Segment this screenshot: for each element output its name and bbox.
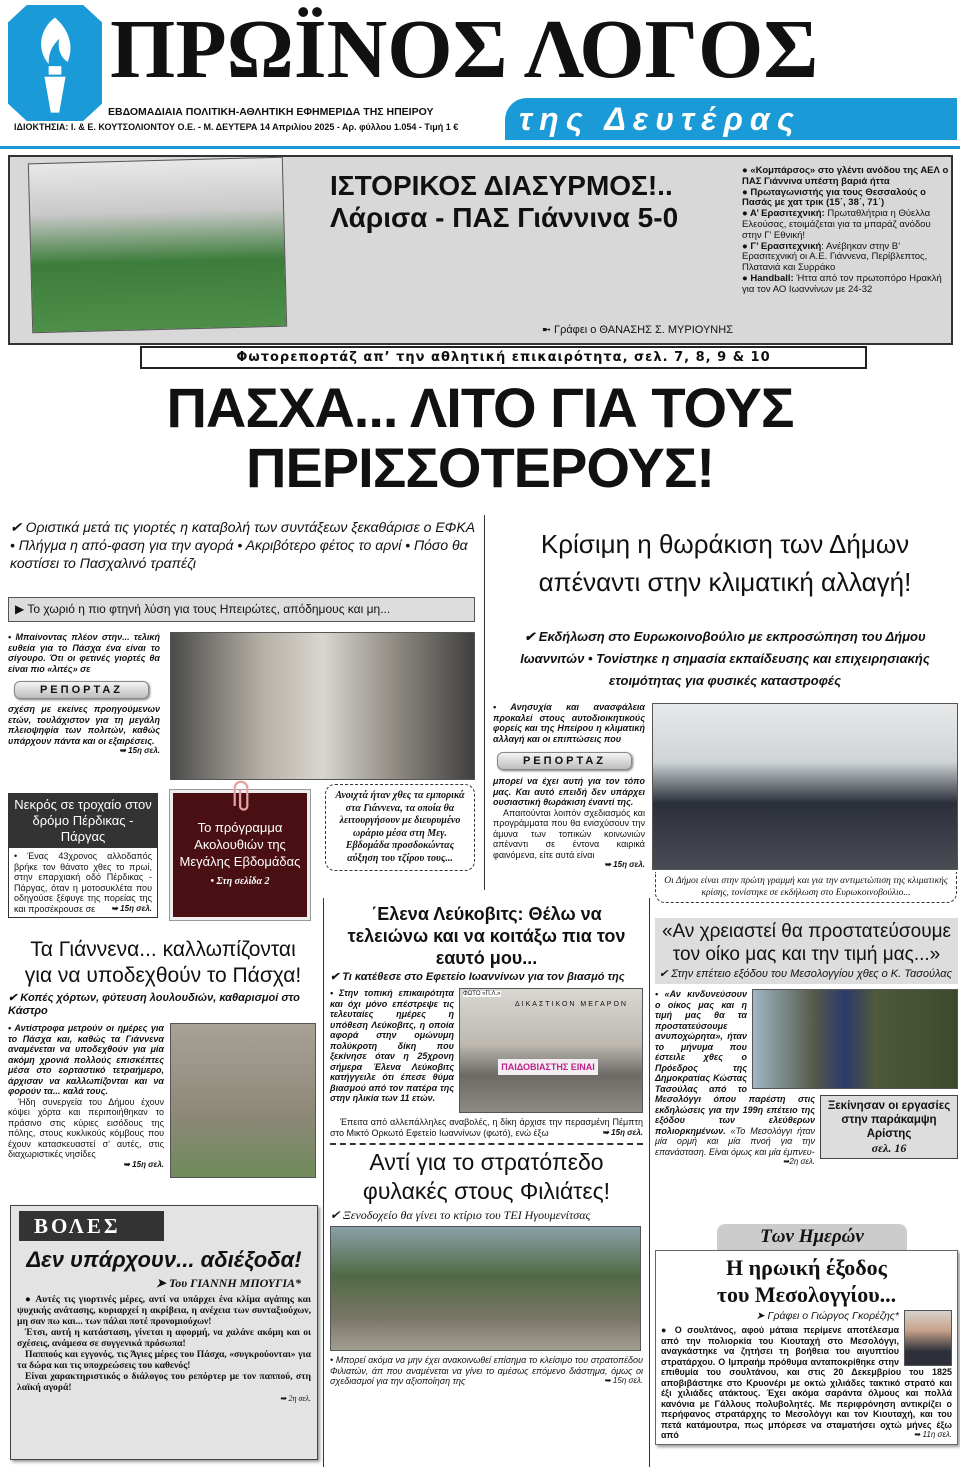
sports-bullets [742,166,950,296]
ioannina-title-2: για να υποδεχθούν το Πάσχα! [24,964,302,987]
tasoulas-body: «Το Μεσολόγγι ήταν μία ορμή και μία πνοή για την επανάσταση. Είναι όμως και μία έμπνευ- [655,1125,815,1157]
masthead-subtitle: ΕΒΔΟΜΑΔΙΑΙΑ ΠΟΛΙΤΙΚΗ-ΑΘΛΗΤΙΚΗ ΕΦΗΜΕΡΙΔΑ ΤΗΣ ΗΠΕΙΡΟΥ [108,106,434,118]
crash-box [8,793,158,918]
climate-lead: • Ανησυχία και ανασφάλεια προκαλεί στους αυτοδιοικητικούς φορείς και της Ηπείρου η κλιματική αλλαγή και οι επιπτώσεις που [493,702,645,744]
military-camp-photo [330,1226,641,1351]
voles-box [10,1205,318,1460]
climate-body: μπορεί να έχει αυτή για τον τόπο μας. Και αυτό επειδή δεν υπάρχει ουσιαστική θωράκιση έναντί της. Απαιτούνται λοιπόν σχεδιασμός και προγράμματα που θα ενισχύσουν την άμυνα των τοπικών κοινωνιών απέναντι σε έντονα καιρικά φαινόμενα, είτε αυτά είναι ➥ 15η σελ. [493,776,645,869]
photo-credit: ΦΩΤΟ «Π.Λ.» [463,991,501,997]
crash-title: Νεκρός σε τροχαίο στον δρόμο Πέρδικας - Πάργας [9,794,157,848]
sports-bullet: ● Α’ Ερασιτεχνική: Πρωταθλήτρια η Θύελλα Ελεούσας, ετοιμάζεται για τα μπαράζ ανόδου στην Γ’ Εθνική! [742,208,931,241]
column-divider [484,515,485,890]
paperclip-icon [228,779,254,815]
continue-link[interactable]: ➥ 15η σελ. [604,860,645,869]
edition-banner: της Δευτέρας [505,98,957,140]
lefkovits-body: Έπειτα από αλλεπάλληλες αναβολές, η δίκη άρχισε την περασμένη Πέμπτη στο Μικτό Ορκωτό Εφετείο Ιωαννίνων (φωτό), ενώ έξω ➥ 15η σελ. [330,1117,643,1138]
continue-link[interactable]: ➥ 2η σελ. [279,1394,311,1403]
continue-link[interactable]: ➥ 15η σελ. [119,746,160,755]
football-photo [28,157,287,334]
filiates-title-1: Αντί για το στρατόπεδο [369,1149,604,1175]
filiates-subhead: ✔ Ξενοδοχείο θα γίνει το κτίριο του ΤΕΙ Ηγουμενίτσας [330,1208,591,1222]
tasoulas-title-1: «Αν χρειαστεί θα προστατεύσουμε [661,921,952,942]
services-box[interactable] [170,790,310,920]
easter-subhead-1: ✔ Οριστικά μετά τις γιορτές η καταβολή των συντάξεων ξεκαθάρισε ο ΕΦΚΑ • Πλήγμα η από- [10,519,475,553]
easter-lead: • Μπαίνοντας πλέον στην... τελική ευθεία για το Πάσχα ένα είναι το σίγουρο. Ότι οι φετινές γιορτές θα είναι πιο «λιτές» σε [8,632,160,674]
column-title-2: του Μεσολογγίου... [716,1282,897,1307]
tasoulas-lead: • «Αν κινδυνεύσουν ο οίκος μας και η τιμή μας θα τα προστατεύσουμε ανυποχώρητα», ήταν το μήνυμα που έστειλε χθες ο Πρόεδρος της Δημοκρατίας Κώστας Τασούλας από το Μεσολόγγι όπου παρέστη στις εκδηλώσεις για την 199η επέτειο της εξόδου των ελεύθερων πολιορκημένων. [655,989,815,1136]
lefkovits-title-1: ΄Ελενα Λεύκοβιτς: Θέλω να τελειώνω [347,904,602,946]
climate-title-1: Κρίσιμη η θωράκιση των Δήμων [540,529,910,559]
ioannina-text: • Αντίστροφα μετρούν οι ημέρες για το Πάσχα και, καθώς τα Γιάννενα αναμένεται να υποδεχθούν για μία ακόμη χρονιά πολλούς επισκέπτες μέσα στο εορταστικό τετραήμερο, άρχισαν να καλλωπίζονται και να φορούν τα... καλά τους. Ήδη συνεργεία του Δήμου έχουν κόψει χόρτα και περιποιήθηκαν το πράσινο στις κύριες εισόδους της πόλης, στους κυκλικούς κόμβους που έχουν κατασκευαστεί σ’ αυτές, στις διαχωριστικές νησίδες ➥ 15η σελ. [8,1023,164,1169]
easter-subhead-2: φαση για την αγορά • Ακριβότερο φέτος το αρνί • Πόσο θα κοστίσει το Πασχαλινό τραπέζι [10,537,468,571]
easter-bar[interactable]: ▶ Το χωριό η πιο φτηνή λύση για τους Ηπειρώτες, απόδημους και μη... [8,597,475,622]
masthead-rule [0,146,960,149]
masthead-info: ΙΔΙΟΚΤΗΣΙΑ: Ι. & Ε. ΚΟΥΤΣΟΛΙΟΝΤΟΥ Ο.Ε. - Μ. ΔΕΥΤΕΡΑ 14 Απριλίου 2025 - Αρ. φύλλου 1.054 - Τιμή 1 € [14,122,459,132]
ariste-ref: σελ. 16 [871,1141,907,1155]
column-title-1: Η ηρωική έξοδος [726,1255,887,1280]
main-headline: ΠΑΣΧΑ... ΛΙΤΟ ΓΙΑ ΤΟΥΣ ΠΕΡΙΣΣΟΤΕΡΟΥΣ! [166,376,794,499]
masthead-title: ΠΡΩΪΝΟΣ ΛΟΓΟΣ [110,3,819,96]
column-article [655,1224,958,1445]
voles-body: ● Αυτές τις γιορτινές μέρες, αντί να υπάρχει ένα κλίμα αγάπης και ψυχικής ανάτασης, κυριαρχεί η ακρίβεια, η ανέχεια των συνταξιούχων, μη σαν πω και... των πάλαι ποτέ προνομιούχων! Έτσι, αυτή η κατάσταση, γίνεται η αφορμή, να χαλάνε ακόμη και οι σχέσεις, ανάμεσα σε συγγενικά πρόσωπα! Παππούς και εγγονός, τις Άγιες μέρες του Πάσχα, «συγκρούονται» για τα δώρα και τις υποχρεώσεις του καθενός! Είναι χαρακτηριστικός ο διάλογος του ρεπόρτερ με τον παππού, στη λαϊκή αγορά! ➥ 2η σελ. [17,1294,311,1403]
tasoulas-subhead: ✔ Στην επέτειο εξόδου του Μεσολογγίου χθες ο Κ. Τασούλας [659,968,952,980]
sports-headline-2: Λάρισα - ΠΑΣ Γιάννινα 5-0 [330,202,679,233]
continue-link[interactable]: ➥ 15η σελ. [604,1376,643,1385]
climate-title-2: απέναντι στην κλιματική αλλαγή! [538,567,912,597]
castle-wall-photo [170,1023,316,1178]
europarliament-caption: Οι Δήμοι είναι στην πρώτη γραμμή και για την αντιμετώπιση της κλιματικής κρίσης, τονίστηκε σε εκδήλωση στο Ευρωκοινοβούλιο... [655,872,957,903]
continue-link[interactable]: ➥ 11η σελ. [913,1430,952,1439]
author-photo [904,1310,952,1366]
tasoulas-title-2: τον οίκο μας και την τιμή μας...» [672,944,941,965]
tasoulas-text [655,989,958,1166]
torch-icon [8,5,102,121]
sports-bullet: ● Πρωταγωνιστής για τους Θεσσαλούς ο Πασάς με χατ τρικ (15΄, 38΄, 71΄) [742,186,926,209]
continue-link[interactable]: ➥2η σελ. [782,1157,815,1166]
ioannina-title-1: Τα Γιάννενα... καλλωπίζονται [30,938,296,961]
crash-body: • Ένας 43χρονος αλλοδαπός βρήκε τον θάνατο χθες το πρωί, στην επαρχιακή οδό Πέρδικας - Πάργας, όταν η μοτοσυκλέτα που οδηγούσε ξέφυγε της πορείας της και προσέκρουσε σε ➥ 15η σελ. [14,851,152,914]
column-tab: Των Ημερών [717,1224,907,1250]
courthouse-sign: ΔΙΚΑΣΤΙΚΟΝ ΜΕΓΑΡΟΝ [515,1001,628,1008]
easter-subheads [10,518,480,572]
lefkovits-lead: • Στην τοπική επικαιρότητα και όχι μόνο επέστρεψε τις τελευταίες ημέρες η υπόθεση Λεύκοβιτς, η οποία αφορά στην ομώνυμη πολύκροτη δίκη που ξεκίνησε όταν η 25χρονη σήμερα Έλενα Λεύκοβιτς κατήγγειλε ότι έπεσε θύμα βιασμού από τον πατέρα της στην ηλικία των 11 ετών. [330,988,454,1103]
tasoulas-headline-box [655,918,958,984]
logo [8,5,102,121]
lefkovits-subhead: ✔ Τι κατέθεσε στο Εφετείο Ιωαννίνων για τον βιασμό της [330,971,625,983]
lefkovits-titles [330,903,643,969]
column-box [655,1250,958,1445]
column-body: ➤ Γράφει ο Γιώργος Γκορέζης* ● Ο σουλτάνος, αφού μάταια περίμενε αποτέλεσμα από την πολιορκία του Κιουταχή στο Μεσολόγγι, αναγκάστηκε να ζητήσει τη βοήθεια του αιγυπτίου στρατάρχου. Ο Ιμπραήμ πρόθυμα ανταποκρίθηκε στην επιθυμία του σουλτάνου, και στις 20 Δεκεμβρίου του 1825 αποβιβάστηκε στο Κρυονέρι με οκτώ χιλιάδες τακτικό στρατό και έξι χιλιάδες ατάκτους. Έχει ακόμα σαράντα όλμους και πολλά κανόνια με Γάλλους πολυβολητές. Με περιφρόνηση αντικρίζει ο περήφανος στρατάρχης το Μεσολόγγι και τον Κιουταχή, και του πετά κατάμουτρα, πως μπόρεσε να σταματήσει οχτώ μήνες έξω από ➥ 11η σελ. [661,1310,952,1440]
lefkovits-title-2: και να κοιτάξω πια τον εαυτό μου... [433,926,626,968]
tasoulas-article [655,918,958,1168]
climate-bullets: ✔ Εκδήλωση στο Ευρωκοινοβούλιο με εκπροσώπηση του Δήμου Ιωαννιτών • Τονίστηκε η σημασία εκπαίδευσης και επιχειρησιακής ετοιμότητας για φυσικές καταστροφές [520,629,930,688]
protest-banner: ΠΑΙΔΟΒΙΑΣΤΗΣ ΕΙΝΑΙ [498,1059,598,1075]
climate-titles [490,525,960,601]
climate-tag: ΡΕΠΟΡΤΑΖ [497,752,632,770]
sports-bullet: ● Γ’ Ερασιτεχνική: Ανέβηκαν στην Β’ Ερασιτεχνική οι Α.Ε. Γιάννενα, Περίβλεπτος, Πλατανιά και Συρράκο [742,240,928,274]
dashed-divider [330,1143,643,1145]
ioannina-subhead: ✔ Κοπές χόρτων, φύτευση λουλουδιών, καθαρισμοί στο Κάστρο [8,992,300,1017]
europarliament-photo [652,703,958,870]
filiates-body: • Μπορεί ακόμα να μην έχει ανακοινωθεί επίσημα το κλείσιμο του στρατοπέδου Φιλιατών, άπ που αναμένεται να γίνει το αμέσως επόμενο διάστημα, όμως οι σχεδιασμοί για την αξιοποίηση της ➥ 15η σελ. [330,1355,643,1386]
continue-link[interactable]: ➥ 15η σελ. [111,903,152,913]
easter-bar-text: Το χωριό η πιο φτηνή λύση για τους Ηπειρώτες, απόδημους και μη... [27,602,391,616]
ariste-box[interactable] [820,1095,958,1159]
courthouse-photo [459,988,643,1113]
ariste-title-1: Ξεκίνησαν οι εργασίες [827,1100,951,1112]
voles-title: Δεν υπάρχουν... αδιέξοδα! [26,1247,302,1272]
voles-label: ΒΟΛΕΣ [19,1211,164,1241]
sports-byline: ➼ Γράφει ο ΘΑΝΑΣΗΣ Σ. ΜΥΡΙΟΥΝΗΣ [541,324,733,336]
street-caption: Ανοιχτά ήταν χθες τα εμπορικά στα Γιάννενα, τα οποία θα λειτουργήσουν με διευρυμένο ωράριο μέσα στη Μεγ. Εβδομάδα προσδοκώντας αύξηση του τζίρου τους... [325,784,475,871]
easter-body: σχέση με εκείνες προηγούμενων ετών, τουλάχιστον για τη μεγάλη πλειοψηφία των πολιτών, καθώς υπάρχουν πάντα και οι εξαιρέσεις. ➥ 15η σελ. [8,704,160,755]
sports-headlines [330,170,725,234]
easter-tag: ΡΕΠΟΡΤΑΖ [14,681,149,699]
middle-column [330,903,643,1387]
photoreport-bar[interactable]: Φωτορεπορτάζ απ’ την αθλητική επικαιρότητα, σελ. 7, 8, 9 & 10 [140,346,867,369]
filiates-title-2: φυλακές στους Φιλιάτες! [362,1178,611,1204]
ariste-title-2: στην παράκαμψη Αρίστης [841,1114,937,1140]
column-byline: ➤ Γράφει ο Γιώργος Γκορέζης* [755,1310,899,1322]
continue-link[interactable]: ➥ 15η σελ. [602,1127,643,1137]
sports-bullet: ● «Κομπάρσος» στο γλέντι ανόδου της ΑΕΛ ο ΠΑΣ Γιάννινα υπέστη βαριά ήττα [742,165,949,187]
mesolongi-photo [752,989,958,1089]
continue-link[interactable]: ➥ 15η σελ. [123,1159,164,1169]
sports-headline-1: ΙΣΤΟΡΙΚΟΣ ΔΙΑΣΥΡΜΟΣ!.. [330,170,673,201]
services-ref: • Στη σελίδα 2 [210,876,270,887]
voles-byline: ➤ Του ΓΙΑΝΝΗ ΜΠΟΥΓΙΑ* [155,1276,301,1290]
ioannina-article [8,937,318,1178]
street-photo [170,632,475,780]
sports-bullet: ● Handball: Ήττα από τον πρωτοπόρο Ηρακλή για τον ΑΟ Ιωαννίνων με 24-32 [742,272,942,295]
services-title: Το πρόγραμμα Ακολουθιών της Μεγάλης Εβδομάδας [179,820,301,869]
